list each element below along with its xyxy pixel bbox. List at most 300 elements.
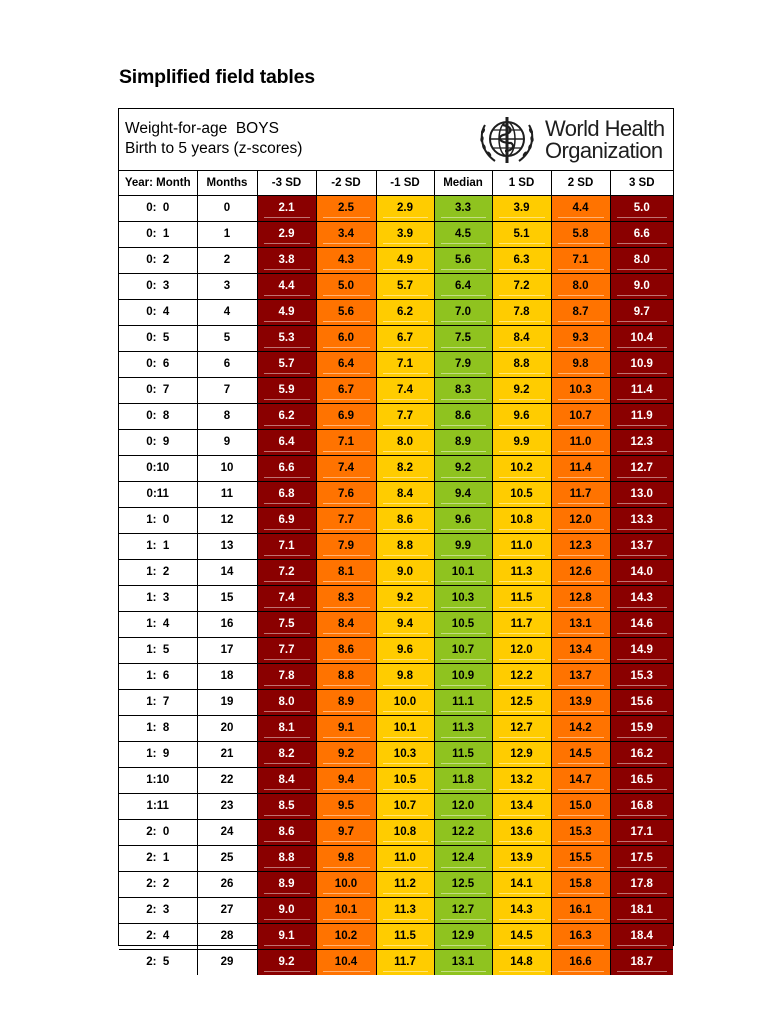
plus-3sd-cell: 13.7 bbox=[610, 534, 673, 560]
table-row bbox=[119, 586, 673, 612]
months-cell: 11 bbox=[197, 482, 257, 508]
plus-3sd-cell: 17.8 bbox=[610, 872, 673, 898]
minus-1sd-cell: 10.3 bbox=[376, 742, 434, 768]
minus-2sd-cell: 10.2 bbox=[316, 924, 376, 950]
minus-1sd-cell: 7.7 bbox=[376, 404, 434, 430]
minus-3sd-cell: 2.9 bbox=[257, 222, 316, 248]
minus-2sd-cell: 7.7 bbox=[316, 508, 376, 534]
median-cell: 12.5 bbox=[434, 872, 492, 898]
minus-2sd-cell: 9.2 bbox=[316, 742, 376, 768]
minus-1sd-cell: 4.9 bbox=[376, 248, 434, 274]
minus-3sd-cell: 8.4 bbox=[257, 768, 316, 794]
table-row bbox=[119, 690, 673, 716]
plus-3sd-cell: 5.0 bbox=[610, 196, 673, 222]
median-cell: 6.4 bbox=[434, 274, 492, 300]
minus-3sd-cell: 4.9 bbox=[257, 300, 316, 326]
minus-1sd-cell: 8.0 bbox=[376, 430, 434, 456]
median-cell: 3.3 bbox=[434, 196, 492, 222]
plus-3sd-cell: 14.3 bbox=[610, 586, 673, 612]
table-row bbox=[119, 248, 673, 274]
months-cell: 7 bbox=[197, 378, 257, 404]
median-cell: 9.9 bbox=[434, 534, 492, 560]
table-row bbox=[119, 898, 673, 924]
months-cell: 14 bbox=[197, 560, 257, 586]
plus-3sd-cell: 17.1 bbox=[610, 820, 673, 846]
year-month-cell: 0: 8 bbox=[119, 404, 197, 430]
year-month-cell: 0: 3 bbox=[119, 274, 197, 300]
months-cell: 4 bbox=[197, 300, 257, 326]
plus-1sd-cell: 12.9 bbox=[492, 742, 551, 768]
header-plus-2sd: 2 SD bbox=[551, 171, 610, 196]
plus-3sd-cell: 18.1 bbox=[610, 898, 673, 924]
minus-1sd-cell: 8.6 bbox=[376, 508, 434, 534]
plus-2sd-cell: 7.1 bbox=[551, 248, 610, 274]
median-cell: 9.6 bbox=[434, 508, 492, 534]
who-name bbox=[545, 118, 665, 162]
year-month-cell: 0: 9 bbox=[119, 430, 197, 456]
plus-2sd-cell: 10.3 bbox=[551, 378, 610, 404]
plus-3sd-cell: 14.6 bbox=[610, 612, 673, 638]
plus-2sd-cell: 13.7 bbox=[551, 664, 610, 690]
plus-2sd-cell: 11.7 bbox=[551, 482, 610, 508]
median-cell: 10.3 bbox=[434, 586, 492, 612]
who-logo bbox=[477, 113, 669, 167]
plus-1sd-cell: 10.2 bbox=[492, 456, 551, 482]
header-minus-1sd: -1 SD bbox=[376, 171, 434, 196]
plus-2sd-cell: 14.5 bbox=[551, 742, 610, 768]
minus-3sd-cell: 7.5 bbox=[257, 612, 316, 638]
header-year-month: Year: Month bbox=[119, 171, 197, 196]
header-minus-2sd: -2 SD bbox=[316, 171, 376, 196]
year-month-cell: 2: 5 bbox=[146, 956, 170, 968]
minus-2sd-cell: 8.6 bbox=[316, 638, 376, 664]
minus-1sd-cell: 11.7 bbox=[376, 950, 434, 976]
year-month-cell: 1: 1 bbox=[119, 534, 197, 560]
plus-3sd-cell: 11.9 bbox=[610, 404, 673, 430]
plus-1sd-cell: 8.8 bbox=[492, 352, 551, 378]
plus-1sd-cell: 3.9 bbox=[492, 196, 551, 222]
minus-1sd-cell: 10.5 bbox=[376, 768, 434, 794]
median-cell: 11.8 bbox=[434, 768, 492, 794]
months-cell: 17 bbox=[197, 638, 257, 664]
plus-3sd-cell: 17.5 bbox=[610, 846, 673, 872]
plus-2sd-cell: 14.2 bbox=[551, 716, 610, 742]
minus-2sd-cell: 7.4 bbox=[316, 456, 376, 482]
median-cell: 10.5 bbox=[434, 612, 492, 638]
table-row bbox=[119, 768, 673, 794]
table-row bbox=[119, 950, 673, 976]
plus-3sd-cell: 13.3 bbox=[610, 508, 673, 534]
months-cell: 25 bbox=[197, 846, 257, 872]
months-cell: 8 bbox=[197, 404, 257, 430]
minus-1sd-cell: 9.6 bbox=[376, 638, 434, 664]
plus-1sd-cell: 14.5 bbox=[492, 924, 551, 950]
year-month-cell: 0: 5 bbox=[119, 326, 197, 352]
months-cell: 22 bbox=[197, 768, 257, 794]
plus-2sd-cell: 16.3 bbox=[551, 924, 610, 950]
minus-3sd-cell: 2.1 bbox=[257, 196, 316, 222]
minus-1sd-cell: 8.4 bbox=[376, 482, 434, 508]
minus-2sd-cell: 6.4 bbox=[316, 352, 376, 378]
plus-1sd-cell: 13.2 bbox=[492, 768, 551, 794]
minus-1sd-cell: 11.3 bbox=[376, 898, 434, 924]
plus-3sd-cell: 12.3 bbox=[610, 430, 673, 456]
minus-3sd-cell: 8.8 bbox=[257, 846, 316, 872]
minus-1sd-cell: 7.4 bbox=[376, 378, 434, 404]
median-cell: 12.2 bbox=[434, 820, 492, 846]
table-row bbox=[119, 326, 673, 352]
who-emblem-icon bbox=[477, 113, 537, 167]
chart-header bbox=[119, 109, 673, 171]
minus-1sd-cell: 11.5 bbox=[376, 924, 434, 950]
who-name-line2: Organization bbox=[545, 138, 663, 163]
plus-3sd-cell: 9.0 bbox=[610, 274, 673, 300]
plus-1sd-cell: 14.3 bbox=[492, 898, 551, 924]
months-cell: 13 bbox=[197, 534, 257, 560]
minus-2sd-cell: 7.9 bbox=[316, 534, 376, 560]
plus-2sd-cell: 12.8 bbox=[551, 586, 610, 612]
year-month-cell: 0: 4 bbox=[119, 300, 197, 326]
minus-1sd-cell: 11.2 bbox=[376, 872, 434, 898]
plus-2sd-cell: 12.0 bbox=[551, 508, 610, 534]
header-plus-1sd: 1 SD bbox=[492, 171, 551, 196]
minus-3sd-cell: 7.1 bbox=[257, 534, 316, 560]
plus-2sd-cell: 14.7 bbox=[551, 768, 610, 794]
minus-3sd-cell: 3.8 bbox=[257, 248, 316, 274]
minus-1sd-cell: 9.0 bbox=[376, 560, 434, 586]
minus-1sd-cell: 10.0 bbox=[376, 690, 434, 716]
minus-3sd-cell: 7.4 bbox=[257, 586, 316, 612]
plus-3sd-cell: 15.9 bbox=[610, 716, 673, 742]
plus-3sd-cell: 9.7 bbox=[610, 300, 673, 326]
table-row bbox=[119, 222, 673, 248]
year-month-cell: 1: 7 bbox=[119, 690, 197, 716]
minus-3sd-cell: 6.2 bbox=[257, 404, 316, 430]
months-cell: 10 bbox=[197, 456, 257, 482]
table-row bbox=[119, 534, 673, 560]
year-month-cell: 0:10 bbox=[119, 456, 197, 482]
plus-1sd-cell: 12.5 bbox=[492, 690, 551, 716]
plus-2sd-cell: 15.0 bbox=[551, 794, 610, 820]
plus-3sd-cell: 10.4 bbox=[610, 326, 673, 352]
months-cell: 20 bbox=[197, 716, 257, 742]
header-median: Median bbox=[434, 171, 492, 196]
minus-1sd-cell: 10.8 bbox=[376, 820, 434, 846]
plus-2sd-cell: 16.1 bbox=[551, 898, 610, 924]
plus-2sd-cell: 15.8 bbox=[551, 872, 610, 898]
median-cell: 10.1 bbox=[434, 560, 492, 586]
plus-1sd-cell: 9.6 bbox=[492, 404, 551, 430]
plus-1sd-cell: 11.5 bbox=[492, 586, 551, 612]
minus-3sd-cell: 7.7 bbox=[257, 638, 316, 664]
year-month-cell: 2: 3 bbox=[119, 898, 197, 924]
median-cell: 8.6 bbox=[434, 404, 492, 430]
minus-1sd-cell: 6.7 bbox=[376, 326, 434, 352]
median-cell: 12.4 bbox=[434, 846, 492, 872]
table-header-row bbox=[119, 171, 673, 196]
plus-3sd-cell: 18.4 bbox=[610, 924, 673, 950]
plus-2sd-cell: 15.5 bbox=[551, 846, 610, 872]
median-cell: 8.3 bbox=[434, 378, 492, 404]
plus-3sd-cell: 15.6 bbox=[610, 690, 673, 716]
year-month-cell: 1:10 bbox=[119, 768, 197, 794]
minus-2sd-cell: 7.1 bbox=[316, 430, 376, 456]
median-cell: 11.3 bbox=[434, 716, 492, 742]
plus-3sd-cell: 14.0 bbox=[610, 560, 673, 586]
plus-3sd-cell: 13.0 bbox=[610, 482, 673, 508]
plus-1sd-cell: 12.2 bbox=[492, 664, 551, 690]
table-row bbox=[119, 274, 673, 300]
year-month-cell: 2: 1 bbox=[119, 846, 197, 872]
table-row bbox=[119, 742, 673, 768]
minus-2sd-cell: 9.7 bbox=[316, 820, 376, 846]
minus-1sd-cell: 9.2 bbox=[376, 586, 434, 612]
plus-2sd-cell: 11.0 bbox=[551, 430, 610, 456]
table-row bbox=[119, 430, 673, 456]
plus-2sd-cell: 13.1 bbox=[551, 612, 610, 638]
months-cell: 9 bbox=[197, 430, 257, 456]
table-row bbox=[119, 716, 673, 742]
table-row bbox=[119, 924, 673, 950]
plus-3sd-cell: 14.9 bbox=[610, 638, 673, 664]
minus-1sd-cell: 9.4 bbox=[376, 612, 434, 638]
plus-1sd-cell: 7.2 bbox=[492, 274, 551, 300]
plus-3sd-cell: 16.8 bbox=[610, 794, 673, 820]
plus-1sd-cell: 12.0 bbox=[492, 638, 551, 664]
year-month-cell: 1: 9 bbox=[119, 742, 197, 768]
minus-1sd-cell: 8.8 bbox=[376, 534, 434, 560]
minus-3sd-cell: 9.0 bbox=[257, 898, 316, 924]
months-cell: 6 bbox=[197, 352, 257, 378]
year-month-cell: 0: 0 bbox=[119, 196, 197, 222]
median-cell: 7.9 bbox=[434, 352, 492, 378]
minus-3sd-cell: 7.8 bbox=[257, 664, 316, 690]
year-month-cell: 1: 5 bbox=[119, 638, 197, 664]
plus-2sd-cell: 11.4 bbox=[551, 456, 610, 482]
chart-title-line1: Weight-for-age BOYS bbox=[125, 120, 279, 137]
minus-2sd-cell: 5.6 bbox=[316, 300, 376, 326]
plus-3sd-cell: 8.0 bbox=[610, 248, 673, 274]
minus-2sd-cell: 6.0 bbox=[316, 326, 376, 352]
year-month-cell: 1: 0 bbox=[119, 508, 197, 534]
months-cell: 29 bbox=[197, 950, 257, 976]
table-row bbox=[119, 820, 673, 846]
year-month-cell: 2: 4 bbox=[119, 924, 197, 950]
months-cell: 24 bbox=[197, 820, 257, 846]
header-months: Months bbox=[197, 171, 257, 196]
minus-1sd-cell: 5.7 bbox=[376, 274, 434, 300]
plus-1sd-cell: 14.1 bbox=[492, 872, 551, 898]
minus-3sd-cell: 9.2 bbox=[257, 950, 316, 976]
minus-3sd-cell: 5.7 bbox=[257, 352, 316, 378]
months-cell: 1 bbox=[197, 222, 257, 248]
plus-1sd-cell: 8.4 bbox=[492, 326, 551, 352]
plus-2sd-cell: 13.9 bbox=[551, 690, 610, 716]
median-cell: 11.5 bbox=[434, 742, 492, 768]
minus-3sd-cell: 8.6 bbox=[257, 820, 316, 846]
median-cell: 12.9 bbox=[434, 924, 492, 950]
table-row bbox=[119, 560, 673, 586]
plus-2sd-cell: 9.8 bbox=[551, 352, 610, 378]
plus-2sd-cell: 13.4 bbox=[551, 638, 610, 664]
minus-3sd-cell: 5.3 bbox=[257, 326, 316, 352]
minus-2sd-cell: 7.6 bbox=[316, 482, 376, 508]
plus-3sd-cell: 12.7 bbox=[610, 456, 673, 482]
median-cell: 13.1 bbox=[434, 950, 492, 976]
minus-2sd-cell: 3.4 bbox=[316, 222, 376, 248]
plus-2sd-cell: 4.4 bbox=[551, 196, 610, 222]
median-cell: 8.9 bbox=[434, 430, 492, 456]
table-row bbox=[119, 664, 673, 690]
plus-2sd-cell: 9.3 bbox=[551, 326, 610, 352]
minus-3sd-cell: 8.9 bbox=[257, 872, 316, 898]
year-month-cell: 2: 2 bbox=[119, 872, 197, 898]
plus-1sd-cell: 11.0 bbox=[492, 534, 551, 560]
table-row bbox=[119, 456, 673, 482]
plus-2sd-cell: 12.6 bbox=[551, 560, 610, 586]
minus-2sd-cell: 8.4 bbox=[316, 612, 376, 638]
median-cell: 9.4 bbox=[434, 482, 492, 508]
median-cell: 7.5 bbox=[434, 326, 492, 352]
minus-3sd-cell: 6.6 bbox=[257, 456, 316, 482]
minus-3sd-cell: 8.0 bbox=[257, 690, 316, 716]
year-month-cell: 1: 6 bbox=[119, 664, 197, 690]
year-month-cell: 1: 2 bbox=[119, 560, 197, 586]
minus-3sd-cell: 8.1 bbox=[257, 716, 316, 742]
minus-2sd-cell: 10.0 bbox=[316, 872, 376, 898]
minus-2sd-cell: 5.0 bbox=[316, 274, 376, 300]
table-row bbox=[119, 404, 673, 430]
minus-2sd-cell: 10.4 bbox=[316, 950, 376, 976]
weight-for-age-table bbox=[119, 171, 673, 975]
minus-1sd-cell: 7.1 bbox=[376, 352, 434, 378]
table-row bbox=[119, 508, 673, 534]
months-cell: 5 bbox=[197, 326, 257, 352]
plus-1sd-cell: 11.7 bbox=[492, 612, 551, 638]
year-month-cell: 0: 2 bbox=[119, 248, 197, 274]
months-cell: 18 bbox=[197, 664, 257, 690]
table-row bbox=[119, 846, 673, 872]
plus-1sd-cell: 11.3 bbox=[492, 560, 551, 586]
growth-chart-document bbox=[118, 108, 674, 968]
table-row bbox=[119, 638, 673, 664]
minus-1sd-cell: 3.9 bbox=[376, 222, 434, 248]
plus-1sd-cell: 13.4 bbox=[492, 794, 551, 820]
plus-1sd-cell: 12.7 bbox=[492, 716, 551, 742]
chart-title bbox=[125, 119, 302, 159]
minus-2sd-cell: 9.5 bbox=[316, 794, 376, 820]
year-month-cell: 0: 1 bbox=[119, 222, 197, 248]
minus-1sd-cell: 10.1 bbox=[376, 716, 434, 742]
median-cell: 5.6 bbox=[434, 248, 492, 274]
months-cell: 12 bbox=[197, 508, 257, 534]
year-month-cell: 2: 0 bbox=[119, 820, 197, 846]
median-cell: 12.0 bbox=[434, 794, 492, 820]
year-month-cell: 0: 6 bbox=[119, 352, 197, 378]
minus-3sd-cell: 8.2 bbox=[257, 742, 316, 768]
months-cell: 27 bbox=[197, 898, 257, 924]
table-row bbox=[119, 352, 673, 378]
minus-2sd-cell: 8.9 bbox=[316, 690, 376, 716]
plus-3sd-cell: 11.4 bbox=[610, 378, 673, 404]
plus-1sd-cell: 13.6 bbox=[492, 820, 551, 846]
plus-3sd-cell: 15.3 bbox=[610, 664, 673, 690]
plus-2sd-cell: 5.8 bbox=[551, 222, 610, 248]
minus-2sd-cell: 6.7 bbox=[316, 378, 376, 404]
plus-3sd-cell: 16.2 bbox=[610, 742, 673, 768]
table-row bbox=[119, 482, 673, 508]
months-cell: 0 bbox=[197, 196, 257, 222]
year-month-cell: 1: 3 bbox=[119, 586, 197, 612]
minus-3sd-cell: 8.5 bbox=[257, 794, 316, 820]
median-cell: 7.0 bbox=[434, 300, 492, 326]
minus-2sd-cell: 6.9 bbox=[316, 404, 376, 430]
table-row bbox=[119, 612, 673, 638]
minus-2sd-cell: 4.3 bbox=[316, 248, 376, 274]
year-month-cell: 1: 8 bbox=[119, 716, 197, 742]
plus-2sd-cell: 10.7 bbox=[551, 404, 610, 430]
minus-2sd-cell: 9.1 bbox=[316, 716, 376, 742]
plus-3sd-cell: 6.6 bbox=[610, 222, 673, 248]
plus-1sd-cell: 14.8 bbox=[492, 950, 551, 976]
table-row bbox=[119, 196, 673, 222]
plus-1sd-cell: 10.5 bbox=[492, 482, 551, 508]
plus-3sd-cell: 18.7 bbox=[610, 950, 673, 976]
minus-1sd-cell: 8.2 bbox=[376, 456, 434, 482]
months-cell: 15 bbox=[197, 586, 257, 612]
months-cell: 2 bbox=[197, 248, 257, 274]
table-row bbox=[119, 872, 673, 898]
minus-2sd-cell: 2.5 bbox=[316, 196, 376, 222]
table-row bbox=[119, 378, 673, 404]
plus-1sd-cell: 7.8 bbox=[492, 300, 551, 326]
median-cell: 4.5 bbox=[434, 222, 492, 248]
year-month-cell: 0: 7 bbox=[119, 378, 197, 404]
year-month-cell: 1: 4 bbox=[119, 612, 197, 638]
page-title: Simplified field tables bbox=[119, 66, 315, 88]
plus-2sd-cell: 15.3 bbox=[551, 820, 610, 846]
months-cell: 19 bbox=[197, 690, 257, 716]
plus-1sd-cell: 9.2 bbox=[492, 378, 551, 404]
minus-2sd-cell: 8.1 bbox=[316, 560, 376, 586]
minus-3sd-cell: 4.4 bbox=[257, 274, 316, 300]
plus-1sd-cell: 6.3 bbox=[492, 248, 551, 274]
median-cell: 12.7 bbox=[434, 898, 492, 924]
median-cell: 10.9 bbox=[434, 664, 492, 690]
minus-2sd-cell: 10.1 bbox=[316, 898, 376, 924]
minus-3sd-cell: 7.2 bbox=[257, 560, 316, 586]
plus-3sd-cell: 10.9 bbox=[610, 352, 673, 378]
minus-1sd-cell: 10.7 bbox=[376, 794, 434, 820]
plus-1sd-cell: 10.8 bbox=[492, 508, 551, 534]
plus-2sd-cell: 12.3 bbox=[551, 534, 610, 560]
plus-1sd-cell: 13.9 bbox=[492, 846, 551, 872]
header-plus-3sd: 3 SD bbox=[610, 171, 673, 196]
minus-3sd-cell: 5.9 bbox=[257, 378, 316, 404]
minus-1sd-cell: 2.9 bbox=[376, 196, 434, 222]
months-cell: 26 bbox=[197, 872, 257, 898]
plus-2sd-cell: 16.6 bbox=[551, 950, 610, 976]
plus-2sd-cell: 8.7 bbox=[551, 300, 610, 326]
median-cell: 9.2 bbox=[434, 456, 492, 482]
year-month-cell: 0:11 bbox=[119, 482, 197, 508]
minus-2sd-cell: 9.8 bbox=[316, 846, 376, 872]
table-body bbox=[119, 196, 673, 976]
months-cell: 16 bbox=[197, 612, 257, 638]
plus-3sd-cell: 16.5 bbox=[610, 768, 673, 794]
months-cell: 21 bbox=[197, 742, 257, 768]
median-cell: 10.7 bbox=[434, 638, 492, 664]
